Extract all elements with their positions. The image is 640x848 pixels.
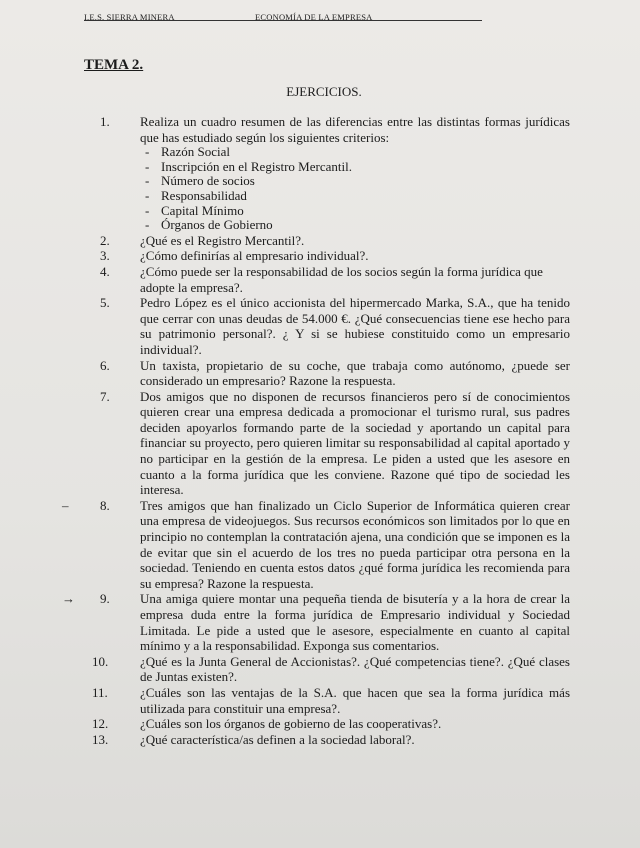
exercise-text: ¿Cuáles son las ventajas de la S.A. que hacen que sea la forma jurídica más utilizada para constituir una empresa?. [140, 684, 570, 716]
exercise-item [0, 248, 640, 264]
exercise-number: 11. [92, 684, 108, 700]
exercise-text: ¿Cómo definirías al empresario individual?. [140, 248, 369, 264]
exercise-number: 7. [100, 388, 110, 404]
exercise-number: 13. [92, 731, 109, 747]
exercise-text: Realiza un cuadro resumen de las diferencias entre las distintas formas jurídicas que has estudiado según los siguientes criterios: [140, 114, 570, 145]
criteria-item [145, 189, 640, 204]
exercise-number: 9. [100, 591, 110, 607]
exercise-text: ¿Qué es el Registro Mercantil?. [140, 232, 305, 248]
exercise-item [0, 732, 640, 748]
exercise-text: Una amiga quiere montar una pequeña tienda de bisutería y a la hora de crear la empresa duda entre la forma jurídica de Empresario individual y Sociedad Limitada. Le pide a usted que le asesore, especialmente en cuanto al capital mínimo y a la responsabilidad. Exponga sus comentarios. [140, 591, 570, 654]
tema-title: TEMA 2. [84, 57, 144, 73]
criteria-item [145, 174, 640, 189]
exercise-number: 6. [100, 357, 110, 373]
exercise-number: 12. [92, 716, 109, 732]
exercise-number: 5. [100, 295, 110, 311]
exercise-text: Un taxista, propietario de su coche, que trabaja como autónomo, ¿puede ser considerado un empresario? Razone la respuesta. [140, 357, 570, 389]
margin-arrow: → [62, 591, 75, 607]
exercise-text: ¿Cómo puede ser la responsabilidad de los socios según la forma jurídica que adopte la empresa?. [140, 263, 543, 295]
exercise-item [0, 654, 640, 685]
criteria-item [145, 204, 640, 219]
bullet-dash: - [145, 202, 150, 218]
exercise-number: 3. [100, 248, 110, 264]
exercise-item [0, 685, 640, 716]
section-title [0, 84, 640, 100]
exercise-item [0, 233, 640, 249]
margin-mark: – [62, 497, 69, 513]
bullet-dash: - [145, 173, 150, 189]
exercise-item [0, 295, 640, 357]
criteria-text: Capital Mínimo [161, 202, 244, 218]
criteria-item [145, 145, 640, 160]
exercise-number: 10. [92, 653, 109, 669]
exercise-number: 1. [100, 114, 110, 129]
exercise-item [0, 591, 640, 653]
exercise-item [0, 264, 640, 295]
criteria-text: Razón Social [161, 144, 230, 160]
criteria-text: Número de socios [161, 173, 255, 189]
criteria-item [145, 160, 640, 175]
criteria-text: Órganos de Gobierno [161, 217, 273, 233]
exercise-text: ¿Qué es la Junta General de Accionistas?. ¿Qué competencias tiene?. ¿Qué clases de Juntas existen?. [140, 653, 570, 685]
criteria-text: Inscripción en el Registro Mercantil. [161, 158, 352, 174]
exercise-item [0, 114, 640, 145]
exercise-number: 2. [100, 232, 110, 248]
exercise-item [0, 358, 640, 389]
bullet-dash: - [145, 158, 150, 174]
exercise-text: Tres amigos que han finalizado un Ciclo Superior de Informática quieren crear una empresa de videojuegos. Sus recursos económicos son limitados por lo que en principio no contemplan la contratación ajena, una condición que se imponen es la de evitar que sin el acuerdo de los tres no pueda participar otra persona en la sociedad. Teniendo en cuenta estos datos ¿qué forma jurídica les recomienda para su empresa? Razone la respuesta. [140, 497, 570, 591]
criteria-text: Responsabilidad [161, 187, 247, 203]
criteria-item [145, 218, 640, 233]
exercise-list [0, 114, 640, 747]
exercise-text: ¿Qué característica/as definen a la sociedad laboral?. [140, 731, 415, 747]
header-subject: ECONOMÍA DE LA EMPRESA [255, 12, 373, 22]
exercise-number: 8. [100, 497, 110, 513]
exercise-text: Pedro López es el único accionista del hipermercado Marka, S.A., que ha tenido que cerrar con unas deudas de 54.000 €. ¿Qué consecuencias tiene ese hecho para su patrimonio personal?. ¿ Y si se hubiese constituido como un empresario individual?. [140, 295, 570, 357]
exercise-item [0, 498, 640, 592]
exercise-text: ¿Cuáles son los órganos de gobierno de las cooperativas?. [140, 716, 442, 732]
bullet-dash: - [145, 217, 150, 233]
exercise-item [0, 716, 640, 732]
bullet-dash: - [145, 144, 150, 160]
exercise-number: 4. [100, 263, 110, 279]
section-title-text: EJERCICIOS. [286, 84, 362, 99]
bullet-dash: - [145, 187, 150, 203]
header-rule [84, 20, 482, 21]
exercise-text: Dos amigos que no disponen de recursos financieros pero sí de conocimientos quieren crear una empresa dedicada a promocionar el turismo rural, sus padres deciden apoyarlos formando parte de la sociedad y aportando un capital para financiar su proyecto, pero quieren limitar su responsabilidad al capital aportado y no participar en la gestión de la empresa. Le piden a usted que les asesore en cuanto a la forma jurídica que les conviene. Razone qué tipo de sociedad les interesa. [140, 388, 570, 498]
header-school: I.E.S. SIERRA MINERA [84, 12, 175, 22]
exercise-item [0, 389, 640, 498]
